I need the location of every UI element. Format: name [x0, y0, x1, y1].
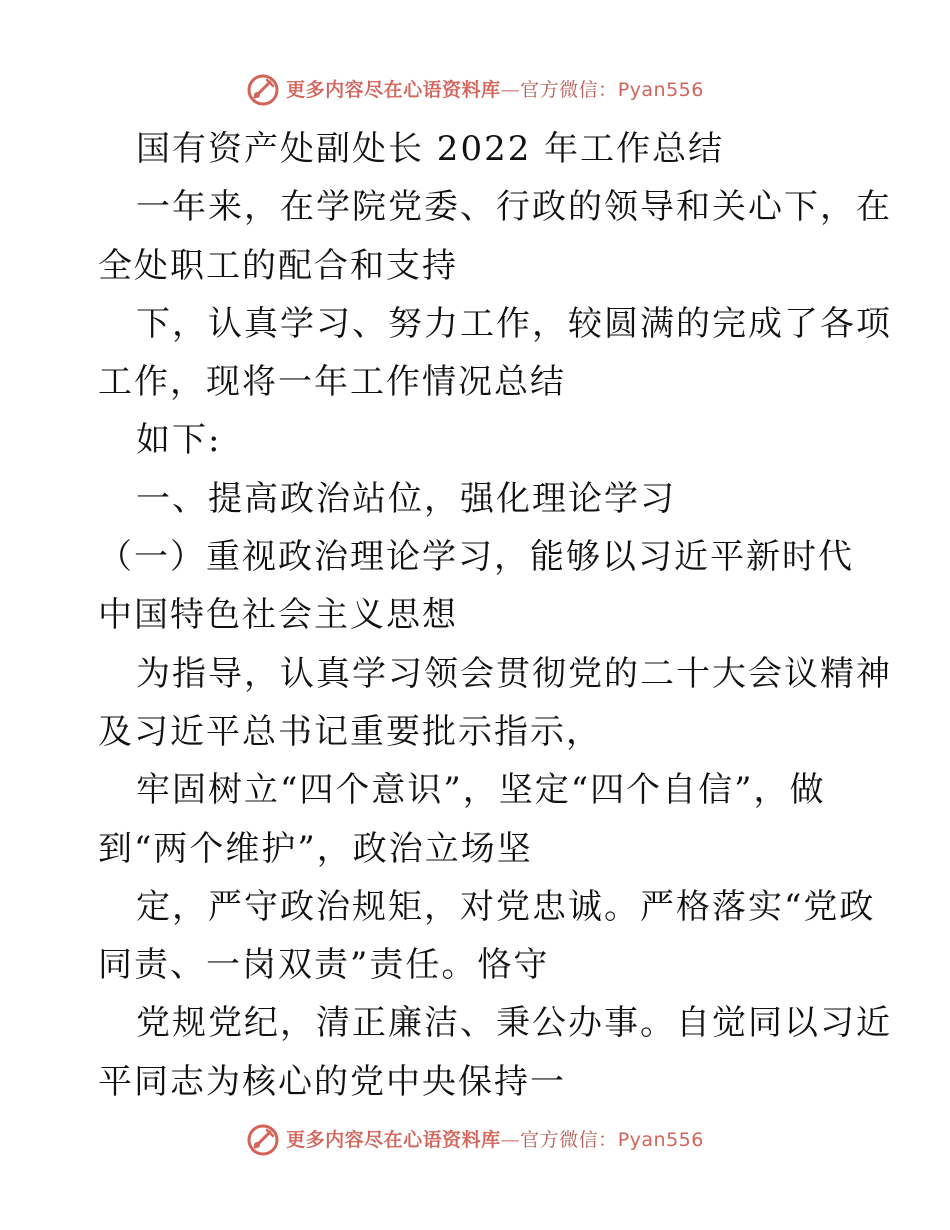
document-title: 国有资产处副处长 2022 年工作总结: [136, 129, 725, 169]
paragraph-line: 为指导，认真学习领会贯彻党的二十大会议精神: [136, 653, 892, 694]
header-watermark: [0, 70, 950, 110]
paragraph-line: 牢固树立“四个意识”，坚定“四个自信”，做: [136, 770, 826, 811]
paragraph-line: 平同志为核心的党中央保持一: [98, 1061, 566, 1102]
watermark-official-label: 官方微信：: [520, 1128, 618, 1151]
watermark-brand: 更多内容尽在心语资料库: [286, 78, 501, 101]
footer-watermark: [0, 1120, 950, 1160]
logo-icon: [246, 1123, 280, 1157]
logo-icon: [246, 73, 280, 107]
paragraph-line: 及习近平总书记重要批示指示，: [98, 711, 602, 752]
paragraph-line: 党规党纪，清正廉洁、秉公办事。自觉同以习近: [136, 1003, 892, 1044]
paragraph-line: 工作，现将一年工作情况总结: [98, 362, 566, 403]
watermark-wechat-id: Pyan556: [617, 78, 704, 101]
watermark-brand: 更多内容尽在心语资料库: [286, 1128, 501, 1151]
watermark-text: [286, 1128, 704, 1151]
paragraph-line: 如下:: [136, 420, 222, 461]
section-heading: 一、提高政治站位，强化理论学习: [136, 478, 676, 519]
watermark-wechat-id: Pyan556: [617, 1128, 704, 1151]
paragraph-line: 一年来，在学院党委、行政的领导和关心下，在: [136, 187, 892, 228]
watermark-text: [286, 78, 704, 101]
paragraph-line: 同责、一岗双责”责任。恪守: [98, 945, 550, 986]
watermark-separator: —: [500, 1128, 521, 1151]
document-body: [98, 120, 892, 1111]
subsection-heading: （一）重视政治理论学习，能够以习近平新时代: [98, 537, 854, 578]
paragraph-line: 中国特色社会主义思想: [98, 595, 458, 636]
paragraph-line: 下，认真学习、努力工作，较圆满的完成了各项: [136, 303, 892, 344]
watermark-separator: —: [500, 78, 521, 101]
paragraph-line: 全处职工的配合和支持: [98, 245, 458, 286]
paragraph-line: 定，严守政治规矩，对党忠诚。严格落实“党政: [136, 886, 876, 927]
paragraph-line: 到“两个维护”，政治立场坚: [98, 828, 533, 869]
watermark-official-label: 官方微信：: [520, 78, 618, 101]
